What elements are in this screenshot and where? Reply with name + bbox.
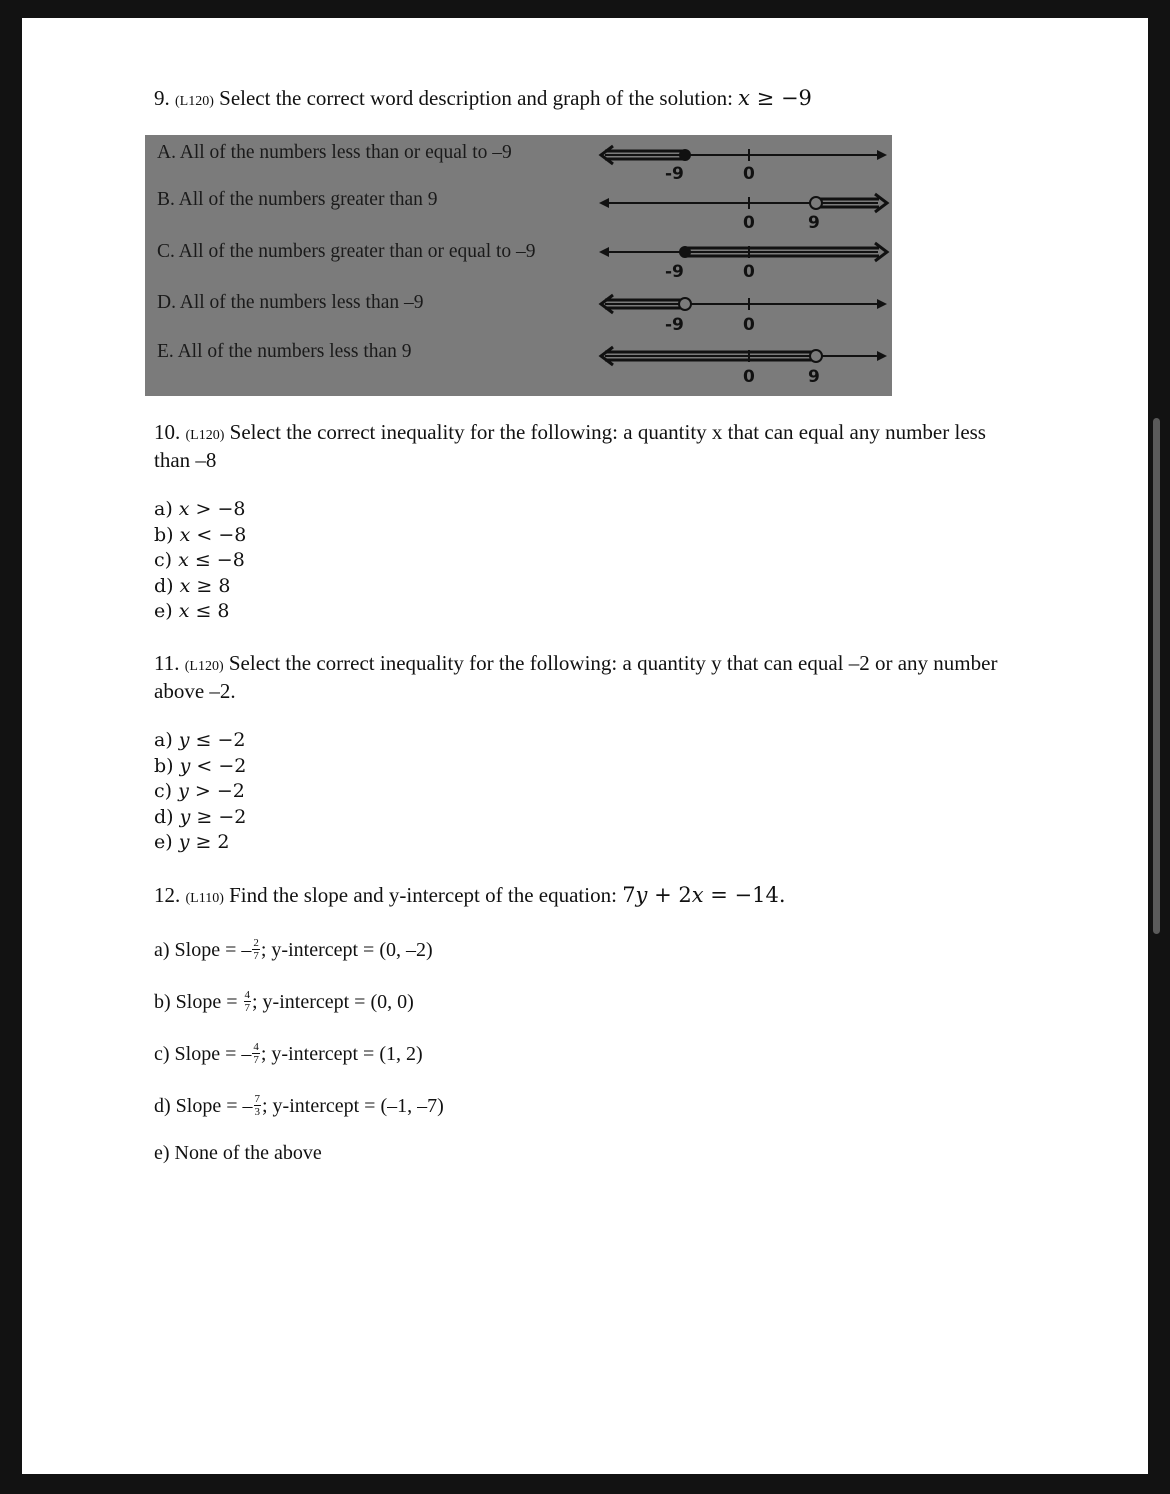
q12-option-a[interactable] <box>154 938 433 964</box>
q9-number-line-graphs <box>145 135 892 396</box>
q12-option-c-rest: ; y-intercept = (1, 2) <box>260 1043 423 1065</box>
graph-d-label-right: 0 <box>743 315 755 335</box>
question-10 <box>154 420 1034 473</box>
q10-line-1 <box>154 420 1034 448</box>
q12-option-a-prefix: a) Slope = – <box>154 939 252 961</box>
fraction-numerator: 4 <box>253 1040 259 1053</box>
q12-option-d-fraction <box>254 1093 262 1118</box>
q11-text: Select the correct inequality for the following: a quantity y that can equal –2 or any number <box>228 651 998 675</box>
fraction-numerator: 4 <box>244 988 250 1001</box>
q10-code: (L120) <box>185 428 225 443</box>
graph-b-label-left: 0 <box>743 213 755 233</box>
graph-e-label-left: 0 <box>743 367 755 387</box>
number-line-c <box>599 243 887 282</box>
q10-option-b[interactable]: b) 𝑥 < −8 <box>154 524 247 546</box>
q9-number: 9. <box>154 86 170 110</box>
number-line-a <box>601 146 887 184</box>
q12-option-b-rest: ; y-intercept = (0, 0) <box>252 991 414 1013</box>
q12-option-b[interactable] <box>154 990 414 1016</box>
q12-option-d[interactable] <box>154 1094 444 1120</box>
question-9 <box>154 86 812 114</box>
fraction-denominator: 7 <box>253 1053 259 1066</box>
graph-b-label-right: 9 <box>808 213 820 233</box>
q11-option-d[interactable]: d) 𝑦 ≥ −2 <box>154 806 247 828</box>
q12-option-e[interactable]: e) None of the above <box>154 1142 322 1164</box>
q10-line-2: than –8 <box>154 448 217 472</box>
q10-option-a[interactable]: a) 𝑥 > −8 <box>154 498 246 520</box>
q11-option-c[interactable]: c) 𝑦 > −2 <box>154 780 245 802</box>
q10-text: Select the correct inequality for the following: a quantity x that can equal any number less <box>229 420 986 444</box>
question-12 <box>154 883 786 911</box>
q11-number: 11. <box>154 651 180 675</box>
q11-option-e[interactable]: e) 𝑦 ≥ 2 <box>154 831 230 853</box>
document-page <box>22 18 1148 1474</box>
number-line-d <box>601 295 887 335</box>
fraction-numerator: 7 <box>254 1092 260 1105</box>
q12-option-a-rest: ; y-intercept = (0, –2) <box>260 939 433 961</box>
q10-option-c[interactable]: c) 𝑥 ≤ −8 <box>154 549 245 571</box>
q10-option-d[interactable]: d) 𝑥 ≥ 8 <box>154 575 231 597</box>
graph-a-label-left: -9 <box>665 164 684 184</box>
q9-choice-b[interactable]: B. All of the numbers greater than 9 <box>157 189 438 210</box>
q9-text: Select the correct word description and graph of the solution: <box>219 86 733 110</box>
q12-code: (L110) <box>185 891 224 906</box>
q9-choice-a[interactable]: A. All of the numbers less than or equal to –9 <box>157 142 512 163</box>
q12-option-c-fraction <box>252 1041 260 1066</box>
q12-option-c[interactable] <box>154 1042 423 1068</box>
q12-math: 7𝑦 + 2𝑥 = −14. <box>622 883 786 907</box>
graph-a-label-right: 0 <box>743 164 755 184</box>
graph-c-label-left: -9 <box>665 262 684 282</box>
graph-e-label-right: 9 <box>808 367 820 387</box>
fraction-denominator: 7 <box>244 1001 250 1014</box>
q9-code: (L120) <box>175 94 214 109</box>
q9-choice-e[interactable]: E. All of the numbers less than 9 <box>157 341 412 362</box>
q9-choices-panel <box>145 135 892 396</box>
q12-option-d-rest: ; y-intercept = (–1, –7) <box>262 1095 444 1117</box>
graph-d-label-left: -9 <box>665 315 684 335</box>
q9-math: 𝑥 ≥ −9 <box>738 86 812 110</box>
graph-c-label-right: 0 <box>743 262 755 282</box>
number-line-e <box>601 347 887 387</box>
q12-number: 12. <box>154 883 181 907</box>
q9-choice-d[interactable]: D. All of the numbers less than –9 <box>157 292 424 313</box>
vertical-scrollbar[interactable] <box>1153 418 1160 934</box>
q12-option-b-prefix: b) Slope = <box>154 991 243 1013</box>
q11-line-1 <box>154 651 1034 679</box>
fraction-denominator: 3 <box>254 1105 260 1118</box>
q12-text: Find the slope and y-intercept of the equation: <box>229 883 617 907</box>
fraction-denominator: 7 <box>253 949 259 962</box>
q11-option-a[interactable]: a) 𝑦 ≤ −2 <box>154 729 246 751</box>
q11-code: (L120) <box>184 659 224 674</box>
q9-choice-c[interactable]: C. All of the numbers greater than or equal to –9 <box>157 241 536 262</box>
question-11 <box>154 651 1034 704</box>
q12-option-b-fraction <box>244 989 252 1014</box>
q12-option-a-fraction <box>252 937 260 962</box>
q10-option-e[interactable]: e) 𝑥 ≤ 8 <box>154 600 230 622</box>
q11-option-b[interactable]: b) 𝑦 < −2 <box>154 755 247 777</box>
q11-line-2: above –2. <box>154 679 236 703</box>
q12-option-c-prefix: c) Slope = – <box>154 1043 252 1065</box>
q12-option-d-prefix: d) Slope = – <box>154 1095 253 1117</box>
number-line-b <box>599 194 887 233</box>
q10-number: 10. <box>154 420 181 444</box>
fraction-numerator: 2 <box>253 936 259 949</box>
